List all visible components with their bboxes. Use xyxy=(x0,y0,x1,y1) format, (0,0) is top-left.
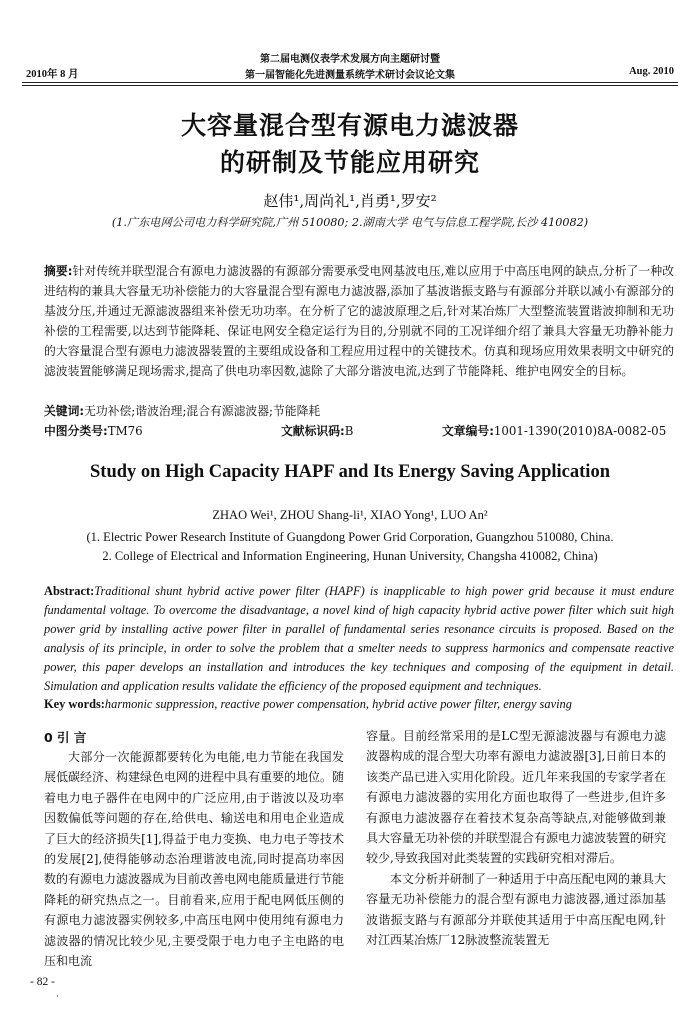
keywords-en-label: Key words: xyxy=(44,697,105,711)
keywords-cn-label: 关键词: xyxy=(44,404,85,418)
affiliation-en-line2: 2. College of Electrical and Information Engineering, Hunan University, Changsha 410082, China) xyxy=(102,549,598,563)
page-number: - 82 - xyxy=(30,976,55,988)
header-rule xyxy=(22,82,678,83)
body-right-column xyxy=(366,726,666,950)
title-en: Study on High Capacity HAPF and Its Energy Saving Application xyxy=(90,462,610,482)
body-right-paragraph-2: 本文分析并研制了一种适用于中高压配电网的兼具大容量无功补偿能力的混合型有源电力滤波器,通过添加基波谐振支路与有源部分并联使其适用于中高压配电网,针对江西某冶炼厂12脉波整流装置无 xyxy=(366,871,667,948)
body-left-column: 大部分一次能源都要转化为电能,电力节能在我国发展低碳经济、构建绿色电网的进程中具有重要的地位。随着电力电子器件在电网中的广泛应用,由于谐波以及功率因数偏低等问题的存在,给供电、输送电和用电企业造成了巨大的经济损失[1],得益于电力变换、电力电子等技术的发展[2],使得能够动态治理谐波电流,同时提高功率因数的有源电力滤波器成为目前改善电网电能质量进行节能降耗的研究热点之一。目前看来,应用于配电网低压侧的有源电力滤波器实例较多,中高压电网中使用纯有源电力滤波器的情况比较少见,主要受限于电力电子主电路的电压和电流 xyxy=(44,750,345,969)
affiliation-en-line1: (1. Electric Power Research Institute of Guangdong Power Grid Corporation, Guangzhou 510080, China. xyxy=(86,530,614,544)
header-proceedings-line1: 第二届电测仪表学术发展方向主题研讨暨 xyxy=(260,54,440,65)
title-cn-line2: 的研制及节能应用研究 xyxy=(219,148,480,177)
authors-cn: 赵伟¹,周尚礼¹,肖勇¹,罗安² xyxy=(263,192,437,210)
abstract-cn xyxy=(44,262,674,381)
footer-dot: · xyxy=(56,992,59,1002)
keywords-en-text: harmonic suppression, reactive power compensation, hybrid active power filter, energy saving xyxy=(104,697,572,711)
header-rule-thin xyxy=(22,85,678,86)
header-date-en: Aug. 2010 xyxy=(629,66,674,77)
abstract-en xyxy=(44,582,674,696)
keywords-cn-text: 无功补偿;谐波治理;混合有源滤波器;节能降耗 xyxy=(84,404,321,418)
keywords-cn xyxy=(44,402,320,419)
title-cn-line1: 大容量混合型有源电力滤波器 xyxy=(180,111,519,140)
article-number: 文章编号:1001-1390(2010)8A-0082-05 xyxy=(442,424,667,438)
abstract-cn-text: 针对传统并联型混合有源电力滤波器的有源部分需要承受电网基波电压,难以应用于中高压电网的缺点,分析了一种改进结构的兼具大容量无功补偿能力的大容量混合型有源电力滤波器,添加了基波谐振支路与有源部分并联以减小有源部分的基波分压,并通过无源滤波器组来补偿无功功率。在分析了它的滤波原理之后,针对某冶炼厂大型整流装置谐波抑制和无功补偿的工程需要,以达到节能降耗、保证电网安全稳定运行为目的,分别就不同的工况详细介绍了兼具大容量无功静补能力的大容量混合型有源电力滤波器装置的主要组成设备和工程应用过程中的关键技术。仿真和现场应用效果表明文中研究的滤波装置能够满足现场需求,提高了供电功率因数,滤除了大部分谐波电流,达到了节能降耗、维护电网安全的目标。 xyxy=(44,264,674,378)
abstract-cn-label: 摘要: xyxy=(44,264,73,278)
classification-row xyxy=(44,422,674,439)
clc-number: 中图分类号:TM76 xyxy=(44,424,143,438)
keywords-en xyxy=(44,697,674,712)
authors-en: ZHAO Wei¹, ZHOU Shang-li¹, XIAO Yong¹, LUO An² xyxy=(212,508,488,522)
affiliation-cn: (1.广东电网公司电力科学研究院,广州 510080; 2.湖南大学 电气与信息工程学院,长沙 410082) xyxy=(111,216,589,229)
section-heading-introduction: 0 引 言 xyxy=(44,730,87,745)
header-proceedings-line2: 第一届智能化先进测量系统学术研讨会议论文集 xyxy=(245,70,455,81)
abstract-en-label: Abstract: xyxy=(44,584,95,598)
abstract-en-text: Traditional shunt hybrid active power filter (HAPF) is inapplicable to high power grid because it must endure fundamental voltage. To overcome the disadvantage, a novel kind of high capacity hybrid active power filter which suit high power grid by installing active power filter in parallel of fundamental series resonance circuits is proposed. Based on the analysis of its principle, in order to solve the problem that a smelter needs to suppress harmonics and compensate reactive power, this paper develops an installation and introduces the key techniques and composing of the equipment in detail. Simulation and application results validate the efficiency of the proposed equipment and techniques. xyxy=(44,584,674,693)
header-date: 2010年 8 月 xyxy=(26,69,79,80)
body-right-paragraph-1: 容量。目前经常采用的是LC型无源滤波器与有源电力滤波器构成的混合型大功率有源电力滤波器[3],日前日本的该类产品已进入实用化阶段。近几年来我国的专家学者在有源电力滤波器的实用化方面也取得了一些进步,但许多有源电力滤波器存在着技术复杂高等缺点,对能够做到兼具大容量无功补偿的并联型混合有源电力滤波装置的研究较少,导致我国对此类装置的实践研究相对滞后。 xyxy=(366,729,667,866)
document-code: 文献标识码:B xyxy=(281,424,354,438)
